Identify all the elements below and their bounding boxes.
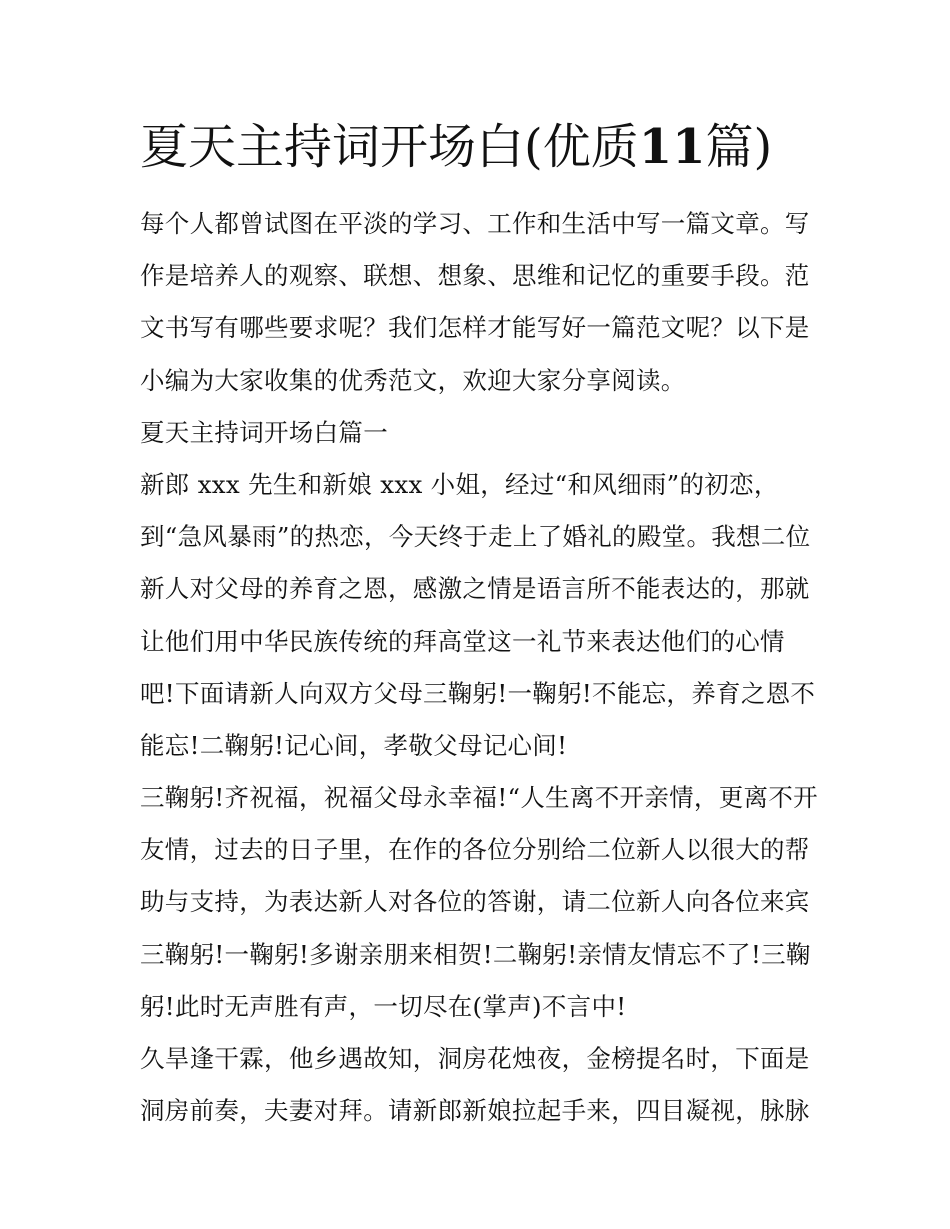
text-line: 吧!下面请新人向双方父母三鞠躬!一鞠躬!不能忘，养育之恩不: [140, 678, 816, 708]
text-line: 让他们用中华民族传统的拜高堂这一礼节来表达他们的心情: [140, 626, 785, 656]
text-line: 洞房前奏，夫妻对拜。请新郎新娘拉起手来，四目凝视，脉脉: [140, 1096, 810, 1126]
document-body: [140, 198, 820, 1137]
text-line: 三鞠躬!一鞠躬!多谢亲朋来相贺!二鞠躬!亲情友情忘不了!三鞠: [140, 939, 811, 969]
text-line: 文书写有哪些要求呢？我们怎样才能写好一篇范文呢？以下是: [140, 313, 810, 343]
text-line: 三鞠躬!齐祝福，祝福父母永幸福!“人生离不开亲情，更离不开: [140, 783, 818, 813]
text-line: 小编为大家收集的优秀范文，欢迎大家分享阅读。: [140, 365, 686, 395]
text-line: 躬!此时无声胜有声，一切尽在(掌声)不言中!: [140, 991, 627, 1021]
section-heading: 夏天主持词开场白篇一: [140, 417, 388, 447]
title-suffix: 篇): [705, 119, 773, 175]
document-title: [140, 112, 840, 182]
text-line: 能忘!二鞠躬!记心间，孝敬父母记心间!: [140, 730, 568, 760]
text-line: 新人对父母的养育之恩，感激之情是语言所不能表达的，那就: [140, 574, 810, 604]
text-line: 助与支持，为表达新人对各位的答谢，请二位新人向各位来宾: [140, 887, 810, 917]
title-text: 夏天主持词开场白(优质: [140, 119, 639, 175]
text-line: 到“急风暴雨”的热恋，今天终于走上了婚礼的殿堂。我想二位: [140, 522, 811, 552]
text-line: 友情，过去的日子里，在作的各位分别给二位新人以很大的帮: [140, 835, 810, 865]
text-line: 每个人都曾试图在平淡的学习、工作和生活中写一篇文章。写: [140, 209, 810, 238]
text-line: 久旱逢干霖，他乡遇故知，洞房花烛夜，金榜提名时，下面是: [140, 1044, 810, 1073]
text-line: 作是培养人的观察、联想、想象、思维和记忆的重要手段。范: [140, 261, 810, 291]
text-line: 新郎 xxx 先生和新娘 xxx 小姐，经过“和风细雨”的初恋，: [140, 469, 779, 499]
title-count: 11: [638, 119, 706, 175]
